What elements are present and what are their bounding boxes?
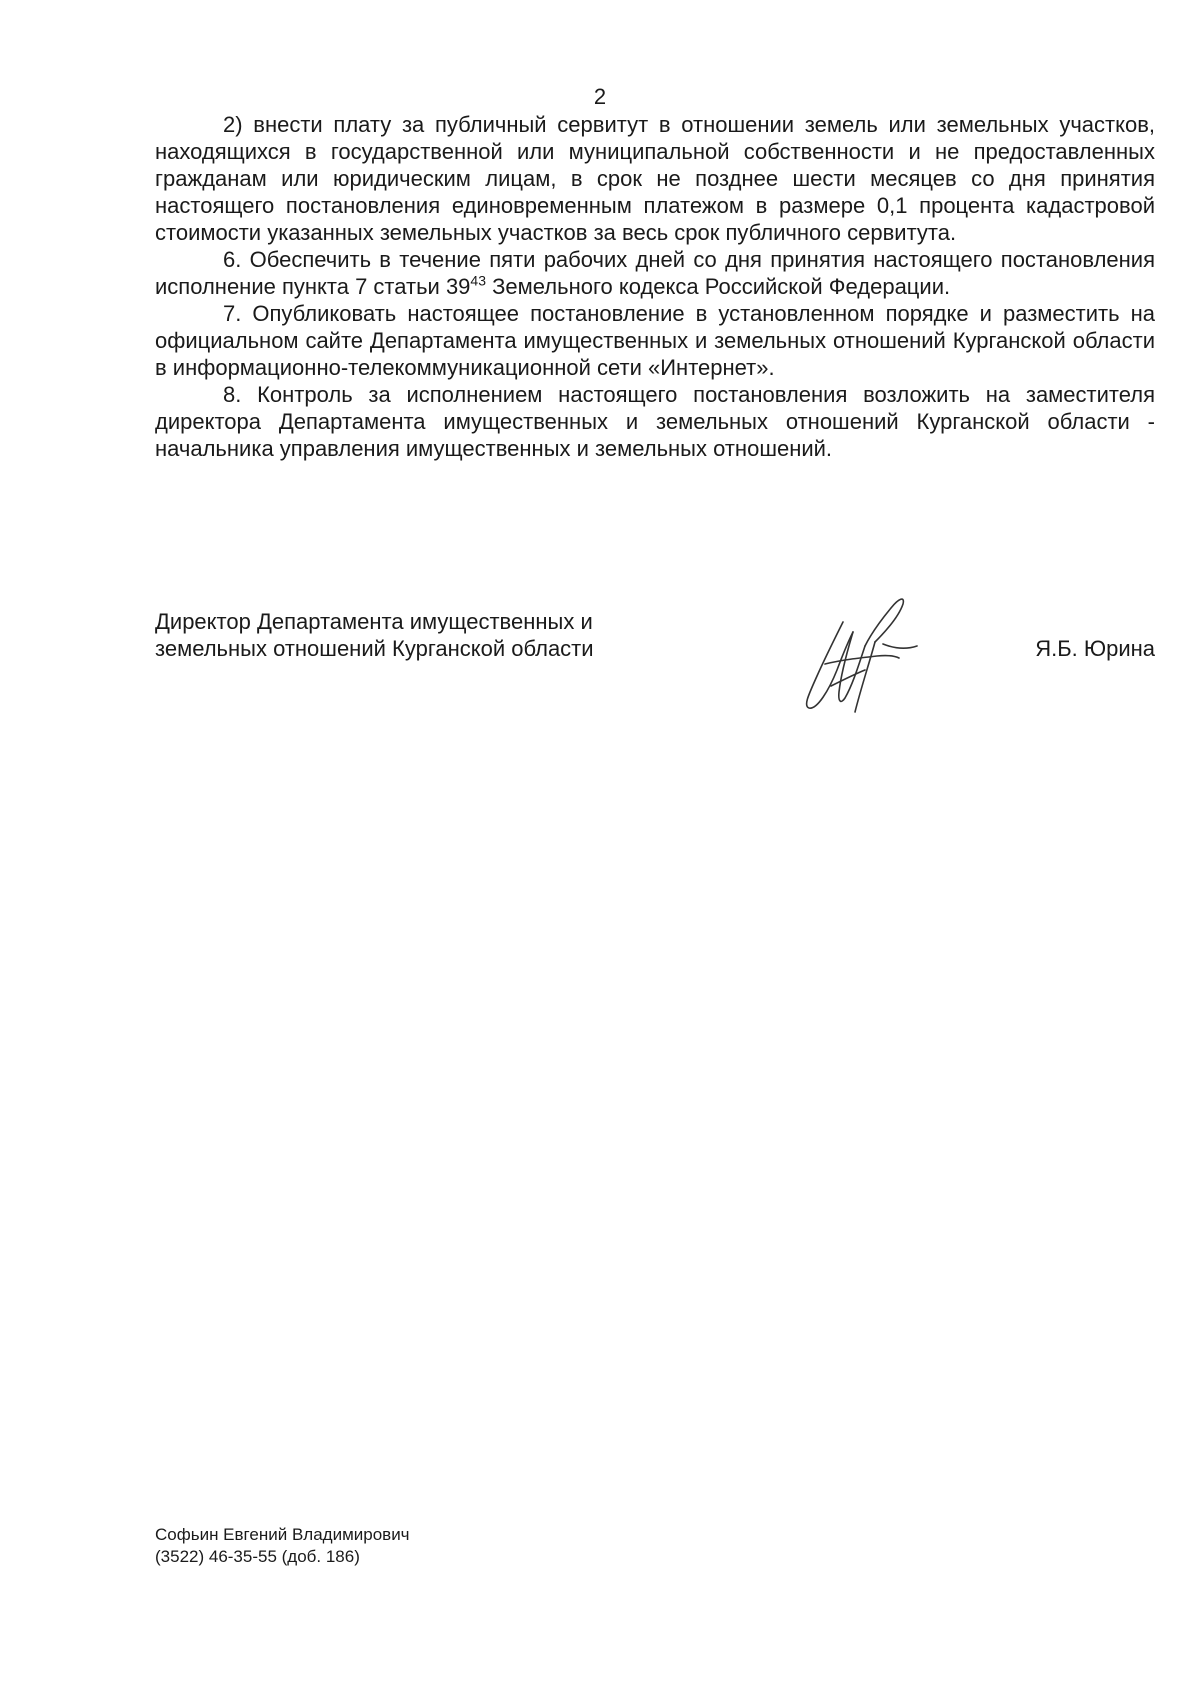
contact-name: Софьин Евгений Владимирович [155,1525,410,1544]
article-superscript: 43 [470,272,486,289]
signature-block [155,608,1155,718]
contact-phone: (3522) 46-35-55 (доб. 186) [155,1547,360,1566]
signer-title [155,608,594,662]
signer-title-line: земельных отношений Курганской области [155,636,594,661]
handwritten-signature [795,594,925,719]
paragraph-text: Земельного кодекса Российской Федерации. [486,274,951,299]
paragraph-text: 6. Обеспечить в течение пяти рабочих дней со дня принятия настоящего постановления исполнение пункта 7 статьи 39 [155,247,1155,299]
document-body [155,111,1155,462]
contact-block [155,1524,410,1568]
paragraph-item-6 [155,246,1155,300]
paragraph-item-7: 7. Опубликовать настоящее постановление в установленном порядке и разместить на официальном сайте Департамента имущественных и земельных отношений Курганской области в информационно-телекоммуникационной сети «Интернет». [155,301,1155,380]
paragraph-item-8: 8. Контроль за исполнением настоящего постановления возложить на заместителя директора Департамента имущественных и земельных отношений Курганской области - начальника управления имущественных и земельных отношений. [155,382,1155,461]
signer-name: Я.Б. Юрина [1035,636,1155,661]
paragraph-item-2: 2) внести плату за публичный сервитут в отношении земель или земельных участков, находящихся в государственной или муниципальной собственности и не предоставленных гражданам или юридическим лицам, в срок не позднее шести месяцев со дня принятия настоящего постановления единовременным платежом в размере 0,1 процента кадастровой стоимости указанных земельных участков за весь срок публичного сервитута. [155,112,1155,245]
signer-title-line: Директор Департамента имущественных и [155,609,593,634]
page-number: 2 [593,84,607,109]
